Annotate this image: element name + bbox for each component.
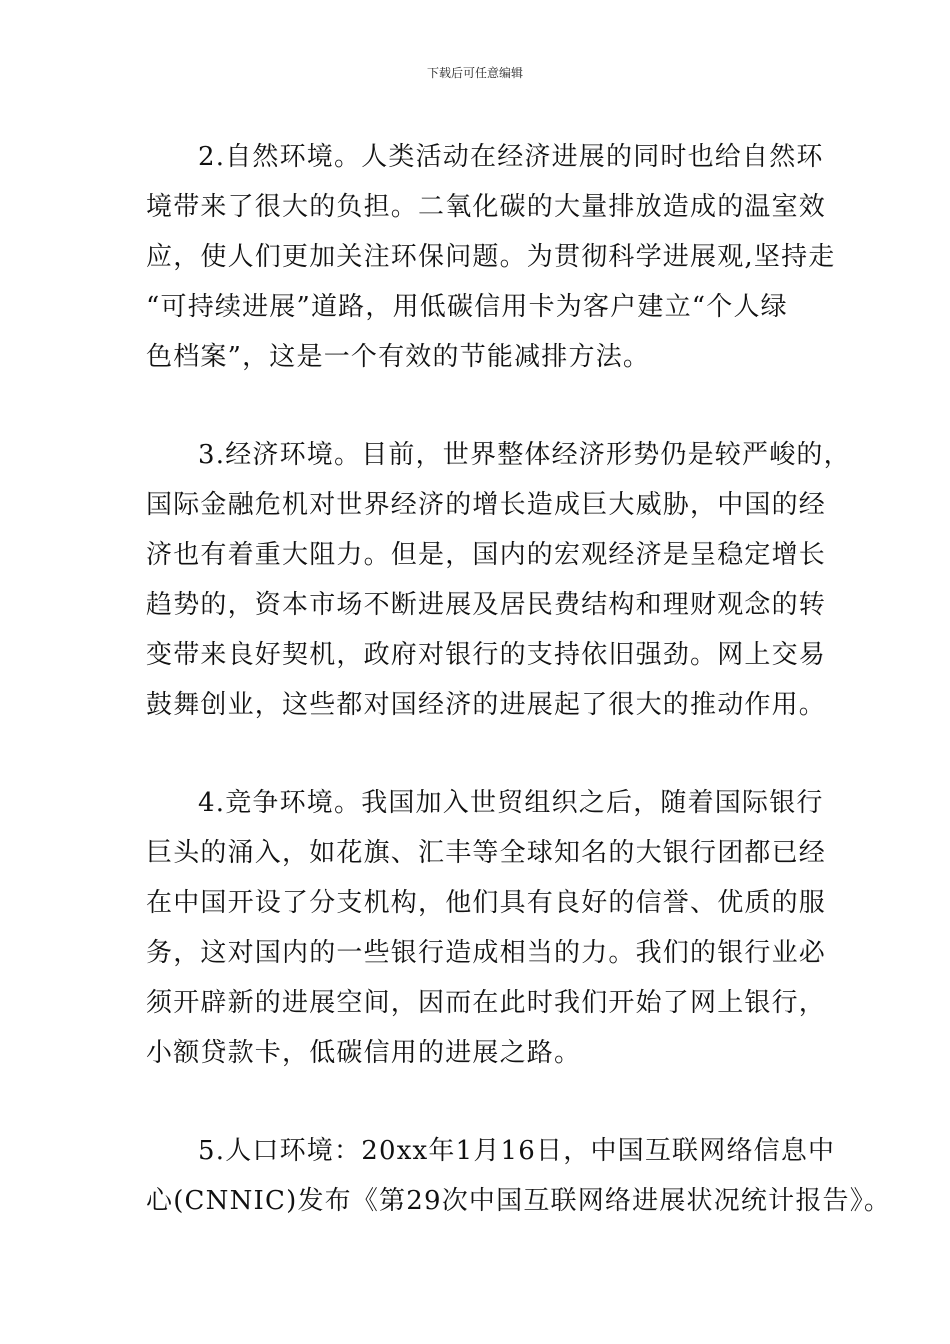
text-line: 济也有着重大阻力。但是，国内的宏观经济是呈稳定增长 [146, 540, 827, 570]
text-line: 变带来良好契机，政府对银行的支持依旧强劲。网上交易 [146, 640, 827, 670]
paragraph-economic-environment [146, 430, 851, 730]
paragraph-population-environment [146, 1126, 892, 1226]
text-line: 境带来了很大的负担。二氧化碳的大量排放造成的温室效 [146, 192, 827, 222]
text-line: 3.经济环境。目前，世界整体经济形势仍是较严峻的， [198, 440, 851, 470]
document-body [146, 132, 892, 1274]
text-line: 鼓舞创业，这些都对国经济的进展起了很大的推动作用。 [146, 690, 827, 720]
text-line: 趋势的，资本市场不断进展及居民费结构和理财观念的转 [146, 590, 827, 620]
text-line: 5.人口环境：20xx年1月16日，中国互联网络信息中 [198, 1136, 836, 1166]
text-line: “可持续进展”道路，用低碳信用卡为客户建立“个人绿 [146, 292, 788, 322]
text-line: 2.自然环境。人类活动在经济进展的同时也给自然环 [198, 142, 824, 172]
text-line: 心(CNNIC)发布《第29次中国互联网络进展状况统计报告》。 [146, 1186, 892, 1216]
text-line: 须开辟新的进展空间，因而在此时我们开始了网上银行， [146, 988, 827, 1018]
text-line: 巨头的涌入，如花旗、汇丰等全球知名的大银行团都已经 [146, 838, 827, 868]
text-line: 4.竞争环境。我国加入世贸组织之后，随着国际银行 [198, 788, 824, 818]
text-line: 色档案”，这是一个有效的节能减排方法。 [146, 342, 651, 372]
paragraph-natural-environment [146, 132, 836, 382]
text-line: 国际金融危机对世界经济的增长造成巨大威胁，中国的经 [146, 490, 827, 520]
text-line: 务，这对国内的一些银行造成相当的力。我们的银行业必 [146, 938, 827, 968]
page-header: 下载后可任意编辑 [426, 66, 523, 80]
text-line: 小额贷款卡，低碳信用的进展之路。 [146, 1038, 582, 1068]
text-line: 应，使人们更加关注环保问题。为贯彻科学进展观,坚持走 [146, 242, 836, 272]
paragraph-competitive-environment [146, 778, 836, 1078]
text-line: 在中国开设了分支机构，他们具有良好的信誉、优质的服 [146, 888, 827, 918]
